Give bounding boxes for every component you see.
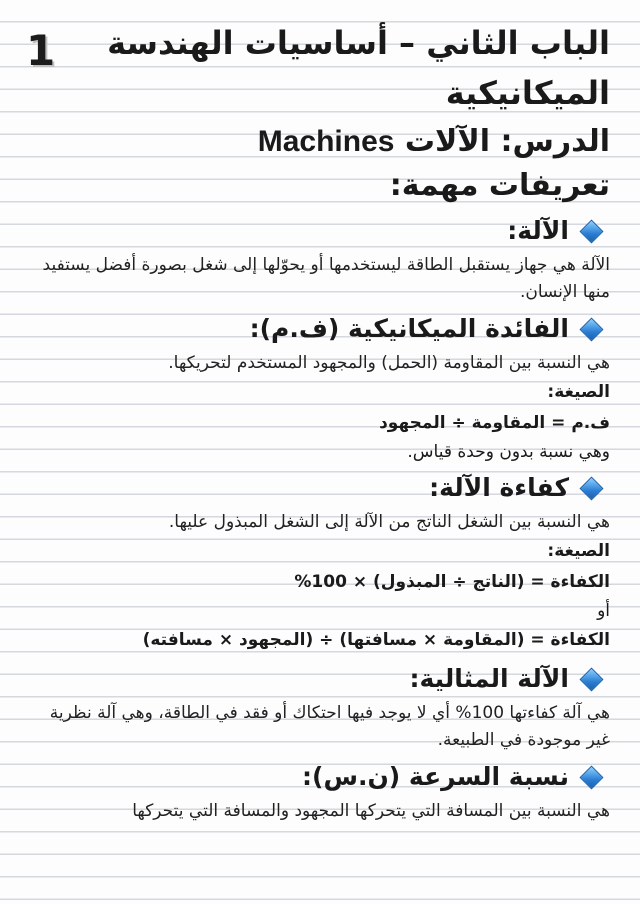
blue-diamond-icon (579, 219, 603, 243)
section-heading-text: الفائدة الميكانيكية (ف.م): (249, 314, 569, 343)
mechanical-advantage-formula: ف.م = المقاومة ÷ المجهود (379, 413, 610, 433)
section-heading-efficiency (26, 467, 610, 509)
mechanical-advantage-definition: هي النسبة بين المقاومة (الحمل) والمجهود المستخدم لتحريكها. (168, 353, 610, 373)
mechanical-advantage-note: وهي نسبة بدون وحدة قياس. (407, 442, 610, 462)
lesson-title (26, 120, 610, 164)
formula-label: الصيغة: (547, 382, 610, 402)
section-heading-velocity-ratio (26, 756, 610, 798)
machine-definition: الآلة هي جهاز يستقبل الطاقة ليستخدمها أو يحوّلها إلى شغل بصورة أفضل يستفيد منها الإنسان. (42, 255, 610, 302)
section-heading-text: الآلة المثالية: (409, 664, 569, 693)
or-text: أو (597, 601, 610, 621)
section-heading-mechanical-advantage (26, 308, 610, 350)
ideal-machine-definition: هي آلة كفاءتها 100% أي لا يوجد فيها احتكاك أو فقد في الطاقة، وهي آلة نظرية غير موجودة في الطبيعة. (49, 703, 610, 750)
section-heading-text: كفاءة الآلة: (429, 473, 569, 502)
section-heading-ideal-machine (26, 658, 610, 700)
chapter-title: الباب الثاني – أساسيات الهندسة الميكانيكية (107, 24, 610, 112)
velocity-ratio-definition: هي النسبة بين المسافة التي يتحركها المجهود والمسافة التي يتحركها (132, 801, 610, 821)
section-heading-text: نسبة السرعة (ن.س): (302, 762, 569, 791)
formula-label: الصيغة: (547, 541, 610, 561)
blue-diamond-icon (579, 317, 603, 341)
lesson-prefix: الدرس: الآلات (404, 124, 610, 159)
blue-diamond-icon (579, 765, 603, 789)
efficiency-definition: هي النسبة بين الشغل الناتج من الآلة إلى الشغل المبذول عليها. (168, 512, 610, 532)
efficiency-formula-1: الكفاءة = (الناتج ÷ المبذول) × 100% (294, 572, 610, 592)
section-heading-text: الآلة: (507, 216, 569, 245)
definitions-heading: تعريفات مهمة: (389, 168, 610, 203)
blue-diamond-icon (579, 667, 603, 691)
page-number: 1 (26, 26, 56, 75)
blue-diamond-icon (579, 476, 603, 500)
lesson-english: Machines (257, 125, 395, 158)
section-heading-machine (26, 210, 610, 252)
page-content (26, 14, 610, 825)
efficiency-formula-2: الكفاءة = (المقاومة × مسافتها) ÷ (المجهود × مسافته) (142, 630, 610, 650)
